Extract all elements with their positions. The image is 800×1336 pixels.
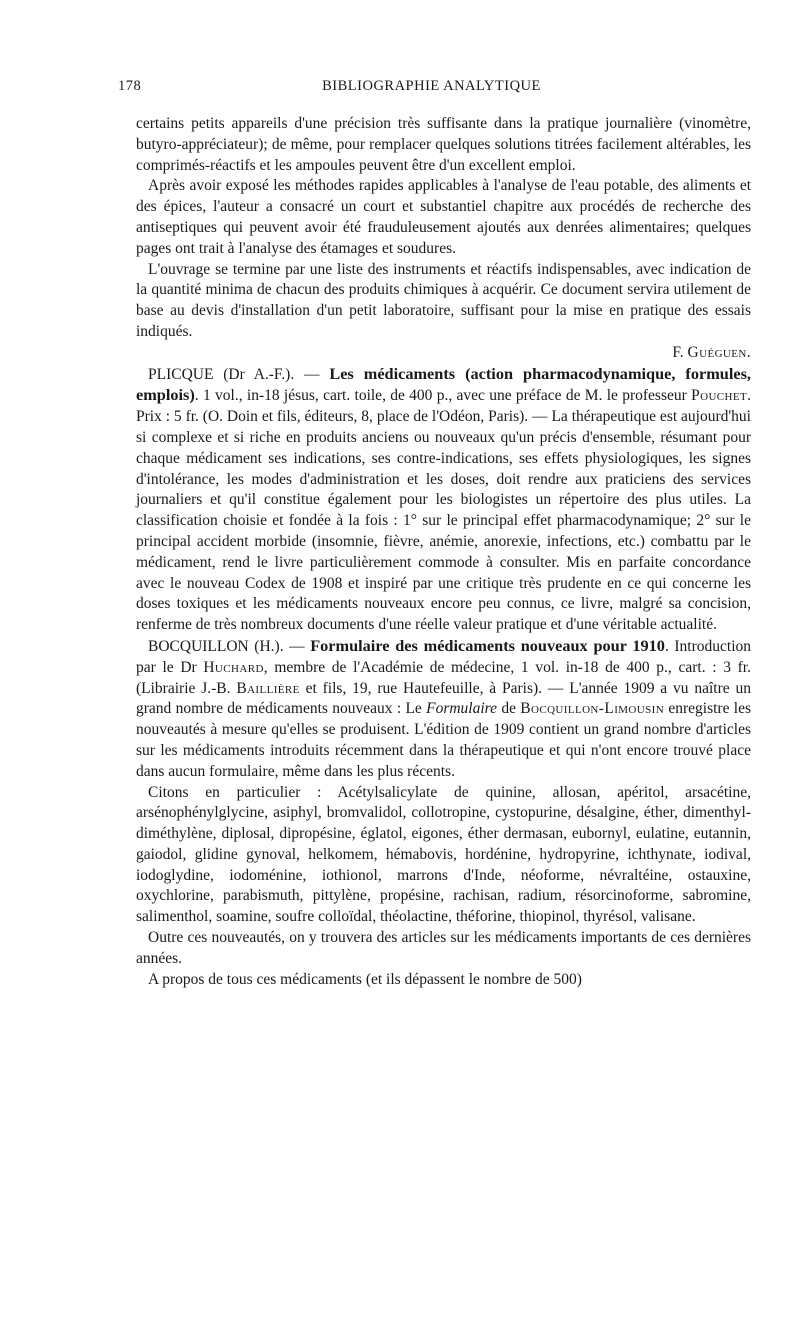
review2-text: La thérapeutique est aujourd'hui si complexe et si riche en produits anciens ou nouveaux qu'un précis d'ensemble, résumant pour chaque médicament ses indications, ses contre-indications, ses effets physiologiques, les signes d'intolérance, les modes d'administration et les doses, doit rendre aux praticiens des services journaliers et qu'il constitue également pour les biologistes un répertoire des plus utiles. La classification choisie et fondée à la fois : 1° sur le principal effet pharmacodynamique; 2° sur le principal accident morbide (insomnie, fièvre, anémie, anorexie, infections, etc.) combattu par le médicament, rend le livre particulièrement commode à consulter. Mis en parfaite concordance avec le nouveau Codex de 1908 et inspiré par une critique très prudente en ce qui concerne les doses toxiques et les médicaments nouveaux encore peu connus, ce livre, malgré sa concision, renferme de très nombreux documents d'une réelle valeur pratique et d'une véritable actualité. <box>136 408 751 634</box>
review2-author: PLICQUE (Dr A.-F.). <box>148 365 295 383</box>
review3-text-start: L'année 1909 a vu naître un grand nombre de médicaments nouveaux : Le <box>136 679 751 718</box>
review2-pubinfo: . 1 vol., in-18 jésus, cart. toile, de 400 p., avec une préface de M. le professeur <box>194 387 692 405</box>
review3-book-title: Formulaire des médicaments nouveaux pour 1910 <box>310 635 665 655</box>
review2-entry <box>136 364 751 636</box>
page-body <box>136 114 751 990</box>
review3-paragraph-2: Citons en particulier : Acétylsalicylate de quinine, allosan, apéritol, arsacétine, arsénophénylglycine, asiphyl, bromvalidol, collotropine, cystopurine, désalgine, éther, dimenthyl-diméthylène, diplosal, dipropésine, églatol, eigones, éther dermasan, eubornyl, eulatine, eutannin, gaiodol, glidine gynoval, helkomem, hémabovis, hordénine, hydropyrine, ichthynate, iodival, iodoglydine, iodoménine, iothionol, marrons d'Inde, néoforme, névraltéine, ostauxine, oxychlorine, parabismuth, pittylène, propésine, rachisan, radium, résorcinoforme, sabromine, salimenthol, soamine, soufre colloïdal, théolactine, théforine, thiopinol, thyrésol, valisane. <box>136 783 751 926</box>
running-title: BIBLIOGRAPHIE ANALYTIQUE <box>322 78 541 94</box>
review3-formulaire-word: Formulaire <box>426 700 498 718</box>
review2-dash: — <box>294 365 330 383</box>
signature-initial: F. <box>672 343 684 361</box>
signature-name: Guéguen. <box>687 343 751 361</box>
review1-paragraph-2: Après avoir exposé les méthodes rapides applicables à l'analyse de l'eau potable, des aliments et des épices, l'auteur a consacré un court et substantiel chapitre aux procédés de recherche des antiseptiques qui peuvent avoir été frauduleusement ajoutés aux denrées alimentaires; quelques pages ont trait à l'analyse des étamages et soudures. <box>136 177 751 257</box>
review3-publisher: Baillière <box>236 679 300 697</box>
running-header <box>118 78 725 100</box>
review2-book-title: Les médicaments (action pharmacodynamique, formules, emplois) <box>136 363 751 405</box>
review1-paragraph-3: L'ouvrage se termine par une liste des instruments et réactifs indispensables, avec indication de la quantité minima de chacun des produits chimiques à acquérir. Ce document servira utilement de base au devis d'installation d'un petit laboratoire, suffisant pour la mise en pratique des essais indiqués. <box>136 260 751 340</box>
review3-paragraph-4: A propos de tous ces médicaments (et ils dépassent le nombre de 500) <box>148 970 582 988</box>
review3-text-mid: de <box>497 700 521 718</box>
review2-preface-author: Pouchet <box>691 387 748 405</box>
review2-price-publisher: . Prix : 5 fr. (O. Doin et fils, éditeurs, 8, place de l'Odéon, Paris). — <box>136 387 751 426</box>
review3-author: BOCQUILLON (H.). <box>148 637 284 655</box>
review3-pubinfo: , membre de l'Académie de médecine, 1 vol. in-18 de 400 p., cart. : 3 fr. (Librairie J.-B. <box>136 658 751 697</box>
review3-entry <box>136 636 751 783</box>
review3-paragraph-3: Outre ces nouveautés, on y trouvera des articles sur les médicaments importants de ces dernières années. <box>136 929 751 967</box>
review1-paragraph-1: certains petits appareils d'une précision très suffisante dans la pratique journalière (vinomètre, butyro-appréciateur); de même, pour remplacer quelques solutions titrées facilement altérables, les comprimés-réactifs et les ampoules peuvent être d'un excellent emploi. <box>136 115 751 174</box>
review3-text-end: enregistre les nouveautés à mesure qu'elles se produisent. L'édition de 1909 contient un grand nombre d'articles sur les médicaments introduits récemment dans la thérapeutique et qui n'ont encore trouvé place dans aucun formulaire, même dans les plus récents. <box>136 700 751 780</box>
page-number: 178 <box>118 78 142 94</box>
review1-signature <box>136 343 751 364</box>
review3-dash: — <box>283 637 311 655</box>
review3-text-author: Bocquillon-Limousin <box>520 700 665 718</box>
review3-intro-author: Huchard <box>203 658 264 676</box>
review3-intro: . Introduction par le Dr <box>136 637 752 676</box>
review3-pubinfo-2: et fils, 19, rue Hautefeuille, à Paris). — <box>299 679 570 697</box>
